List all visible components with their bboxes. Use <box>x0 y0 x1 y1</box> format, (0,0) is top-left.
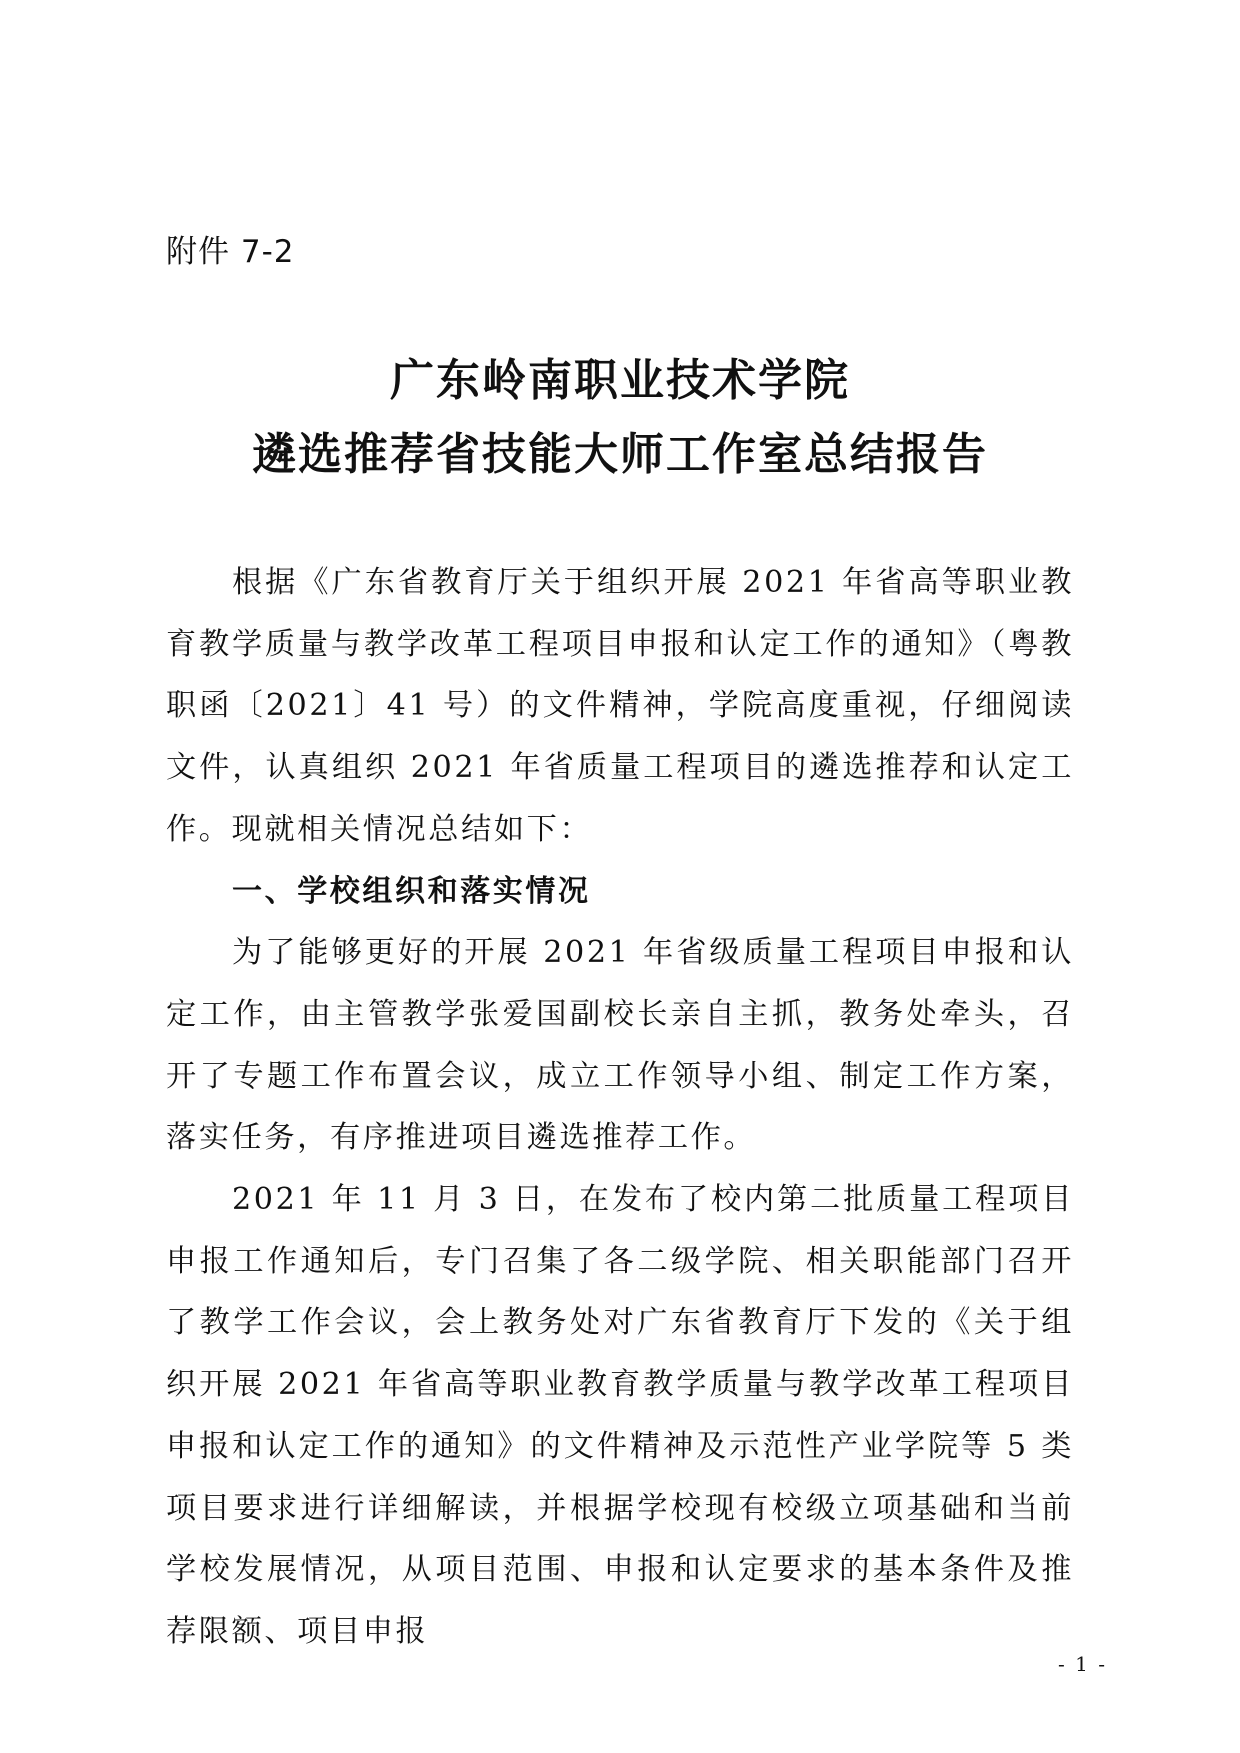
page-number: - 1 - <box>1058 1652 1107 1676</box>
section-heading-1: 一、学校组织和落实情况 <box>232 873 591 909</box>
document-body <box>166 552 1074 1663</box>
section-1-paragraph-2: 2021 年 11 月 3 日，在发布了校内第二批质量工程项目申报工作通知后，专门召集了各二级学院、相关职能部门召开了教学工作会议，会上教务处对广东省教育厅下发的《关于组织开展 2021 年省高等职业教育教学质量与教学改革工程项目申报和认定工作的通知》的文件精神及示范性产业学院等 5 类项目要求进行详细解读，并根据学校现有校级立项基础和当前学校发展情况，从项目范围、申报和认定要求的基本条件及推荐限额、项目申报 <box>166 1182 1074 1649</box>
intro-paragraph: 根据《广东省教育厅关于组织开展 2021 年省高等职业教育教学质量与教学改革工程项目申报和认定工作的通知》（粤教职函〔2021〕41 号）的文件精神，学院高度重视，仔细阅读文件，认真组织 2021 年省质量工程项目的遴选推荐和认定工作。现就相关情况总结如下： <box>166 565 1074 847</box>
document-title-line-1: 广东岭南职业技术学院 <box>390 355 850 406</box>
document-title-line-2: 遴选推荐省技能大师工作室总结报告 <box>252 429 988 480</box>
attachment-label: 附件 7-2 <box>166 234 295 270</box>
section-1-paragraph-1: 为了能够更好的开展 2021 年省级质量工程项目申报和认定工作，由主管教学张爱国副校长亲自主抓，教务处牵头，召开了专题工作布置会议，成立工作领导小组、制定工作方案，落实任务，有序推进项目遴选推荐工作。 <box>166 935 1074 1156</box>
